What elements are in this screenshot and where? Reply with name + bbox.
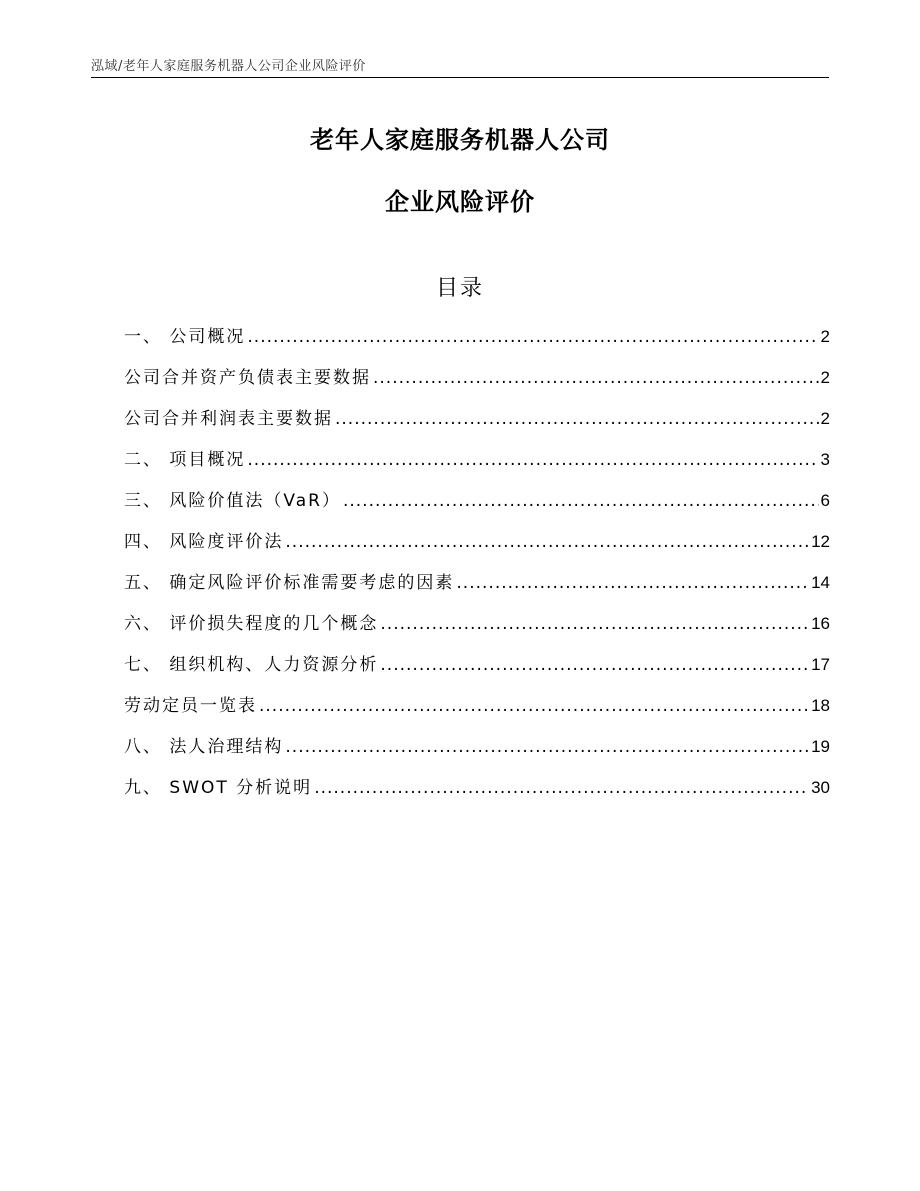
toc-dot-leader [380,655,809,675]
toc-entry-page: 18 [811,696,830,715]
title-line-1: 老年人家庭服务机器人公司 [310,126,610,154]
toc-dot-leader [247,327,818,347]
toc-entry-label: 五、 确定风险评价标准需要考虑的因素 [124,573,455,593]
toc-entry-label: 一、 公司概况 [124,327,246,347]
toc-entry-page: 30 [811,778,830,797]
toc-entry[interactable] [124,404,830,445]
toc-entry[interactable] [124,650,830,691]
title-line-2: 企业风险评价 [385,188,535,216]
toc-entry[interactable] [124,363,830,404]
toc-entry-label: 四、 风险度评价法 [124,532,284,552]
toc-entry-page: 17 [811,655,830,674]
toc-dot-leader [247,450,818,470]
toc-entry-label: 三、 风险价值法（VaR） [124,491,341,511]
toc-entry-page: 12 [811,532,830,551]
toc-entry[interactable] [124,322,830,363]
header-divider [91,77,829,78]
toc-entry-label: 八、 法人治理结构 [124,737,284,757]
toc-entry-label: 劳动定员一览表 [124,696,257,716]
toc-entry-page: 2 [820,327,830,346]
toc-entry-page: 19 [811,737,830,756]
toc-heading: 目录 [435,276,484,301]
toc-entry-page: 3 [820,450,830,469]
toc-dot-leader [380,614,809,634]
toc-dot-leader [335,409,819,429]
toc-entry-page: 16 [811,614,830,633]
toc-entry[interactable] [124,527,830,568]
toc-entry[interactable] [124,773,830,814]
toc-entry-label: 二、 项目概况 [124,450,246,470]
toc-dot-leader [285,532,809,552]
toc-entry-page: 14 [811,573,830,592]
table-of-contents [124,322,830,814]
toc-dot-leader [343,491,819,511]
toc-entry-page: 2 [820,368,830,387]
toc-entry[interactable] [124,486,830,527]
toc-dot-leader [456,573,809,593]
toc-entry[interactable] [124,609,830,650]
toc-entry-page: 6 [820,491,830,510]
toc-entry[interactable] [124,445,830,486]
toc-entry-label: 九、 SWOT 分析说明 [124,778,313,798]
toc-entry-label: 公司合并利润表主要数据 [124,409,333,429]
toc-dot-leader [285,737,809,757]
toc-dot-leader [259,696,809,716]
toc-entry-label: 公司合并资产负债表主要数据 [124,368,371,388]
toc-dot-leader [373,368,819,388]
running-header: 泓域/老年人家庭服务机器人公司企业风险评价 [91,59,366,74]
toc-dot-leader [314,778,809,798]
toc-entry[interactable] [124,568,830,609]
toc-entry-page: 2 [820,409,830,428]
toc-entry-label: 六、 评价损失程度的几个概念 [124,614,379,634]
toc-entry[interactable] [124,691,830,732]
toc-entry-label: 七、 组织机构、人力资源分析 [124,655,379,675]
toc-entry[interactable] [124,732,830,773]
